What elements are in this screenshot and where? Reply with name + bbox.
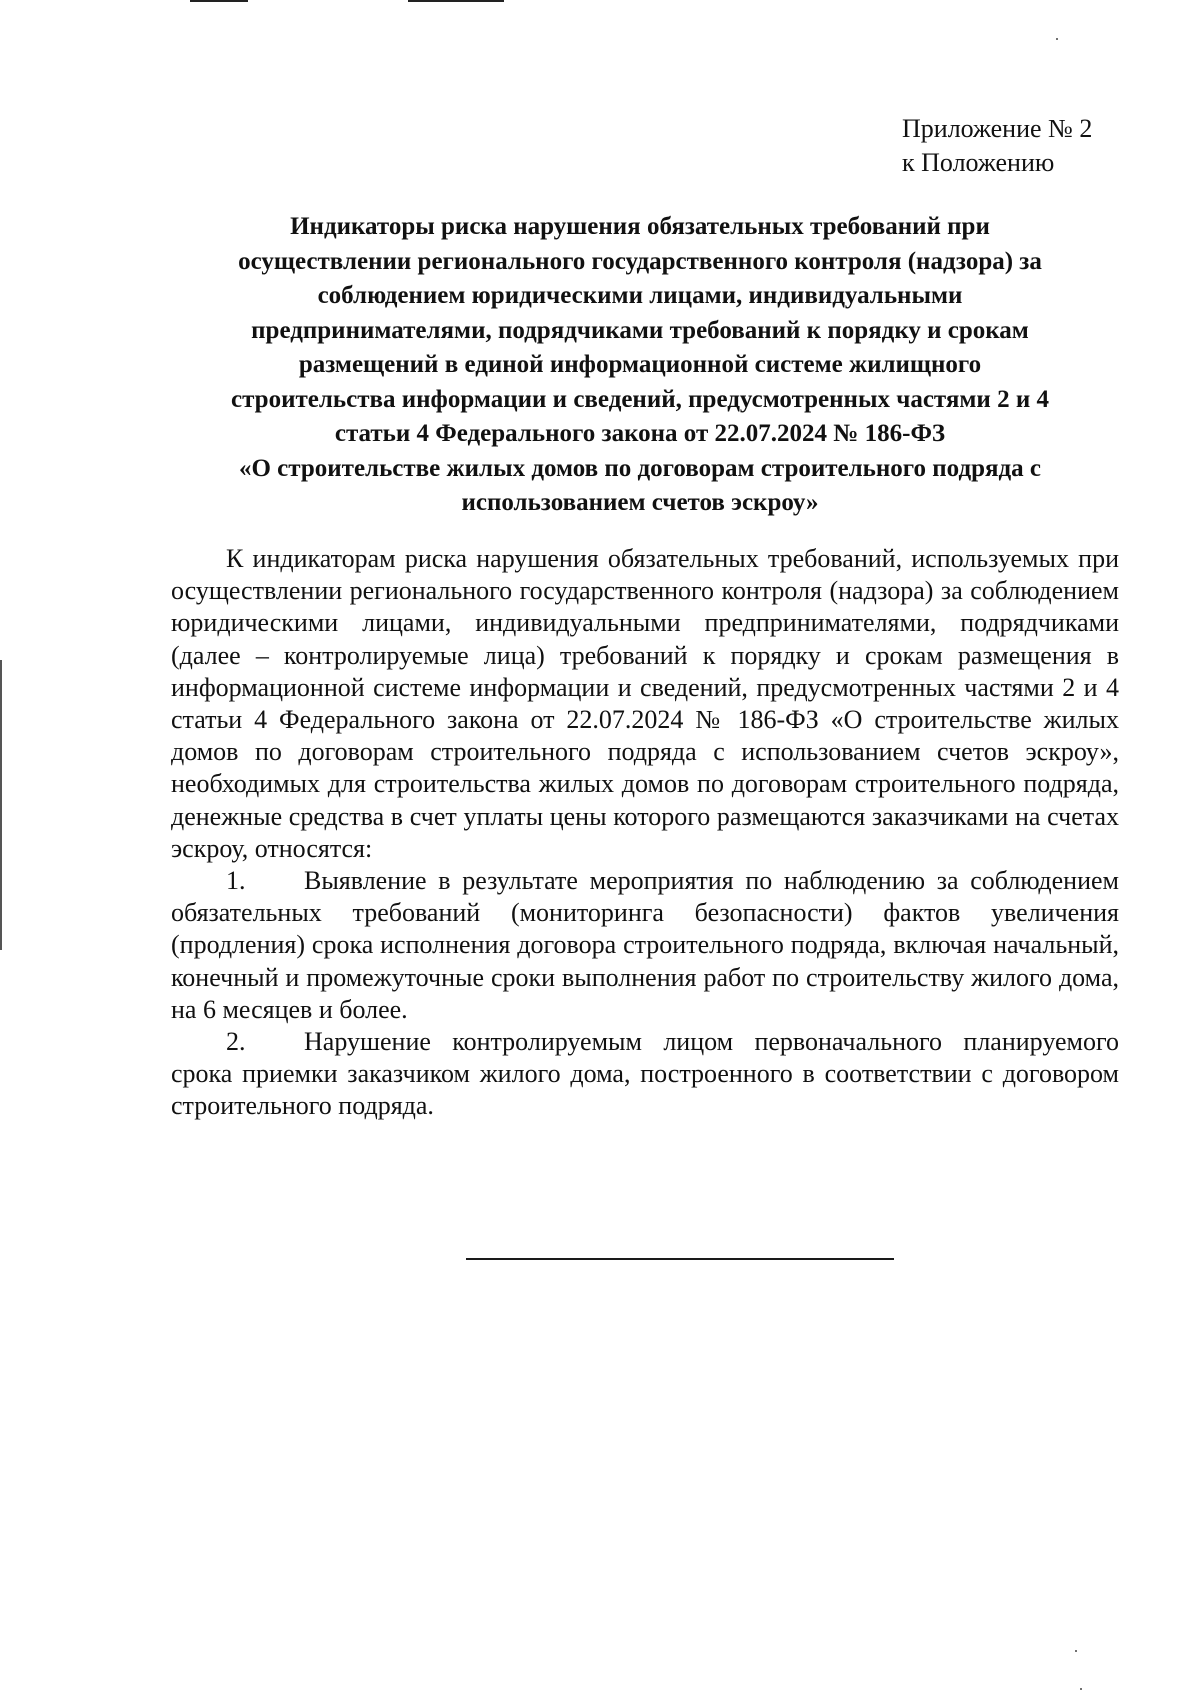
scan-artifact-edge [0,660,2,950]
title-line: соблюдением юридическими лицами, индивидуальными [317,282,963,309]
title-line: размещений в единой информационной системе жилищного [298,351,982,378]
title-line: осуществлении регионального государственного контроля (надзора) за [238,247,1042,275]
list-item [171,865,1119,1026]
scan-artifact-dot [1075,1650,1077,1652]
document-body [171,543,1119,1123]
list-item [171,1026,1119,1123]
title-line: Индикаторы риска нарушения обязательных требований при [290,213,990,240]
title-line: предпринимателями, подрядчиками требований к порядку и срокам [251,316,1029,344]
intro-paragraph: К индикаторам риска нарушения обязательных требований, используемых при осуществлении регионального государственного контроля (надзора) за соблюдением юридическими лицами, индивидуальными предпринимателями, подрядчиками (далее – контролируемые лица) требований к порядку и срокам размещения в информационной системе информации и сведений, предусмотренных частями 2 и 4 статьи 4 Федерального закона от 22.07.2024 № 186-ФЗ «О строительстве жилых домов по договорам строительного подряда с использованием счетов эскроу», необходимых для строительства жилых домов по договорам строительного подряда, денежные средства в счет уплаты цены которого размещаются заказчиками на счетах эскроу, относятся: [171,544,1119,863]
list-item-number: 2. [226,1027,246,1057]
document-title [160,210,1120,521]
title-line: статьи 4 Федерального закона от 22.07.2024 № 186-ФЗ [334,420,946,447]
attachment-reference: к Положению [902,148,1055,177]
title-line: «О строительстве жилых домов по договорам строительного подряда с [238,454,1042,482]
list-item-number: 1. [226,866,246,896]
attachment-number: Приложение № 2 [902,114,1093,143]
scan-artifact-dot [1080,1688,1082,1690]
scan-artifact-dot [1056,38,1058,40]
list-item-text: Нарушение контролируемым лицом первоначального планируемого срока приемки заказчиком жилого дома, построенного в соответствии с договором строительного подряда. [171,1027,1119,1121]
title-line: строительства информации и сведений, предусмотренных частями 2 и 4 [230,385,1049,413]
scan-artifact-line [408,0,504,2]
closing-separator-line [466,1258,894,1260]
scan-artifact-line [190,0,248,2]
list-item-text: Выявление в результате мероприятия по наблюдению за соблюдением обязательных требований (мониторинга безопасности) фактов увеличения (продления) срока исполнения договора строительного подряда, включая начальный, конечный и промежуточные сроки выполнения работ по строительству жилого дома, на 6 месяцев и более. [171,866,1119,1024]
title-line: использованием счетов эскроу» [461,489,819,516]
attachment-header [902,112,1092,180]
